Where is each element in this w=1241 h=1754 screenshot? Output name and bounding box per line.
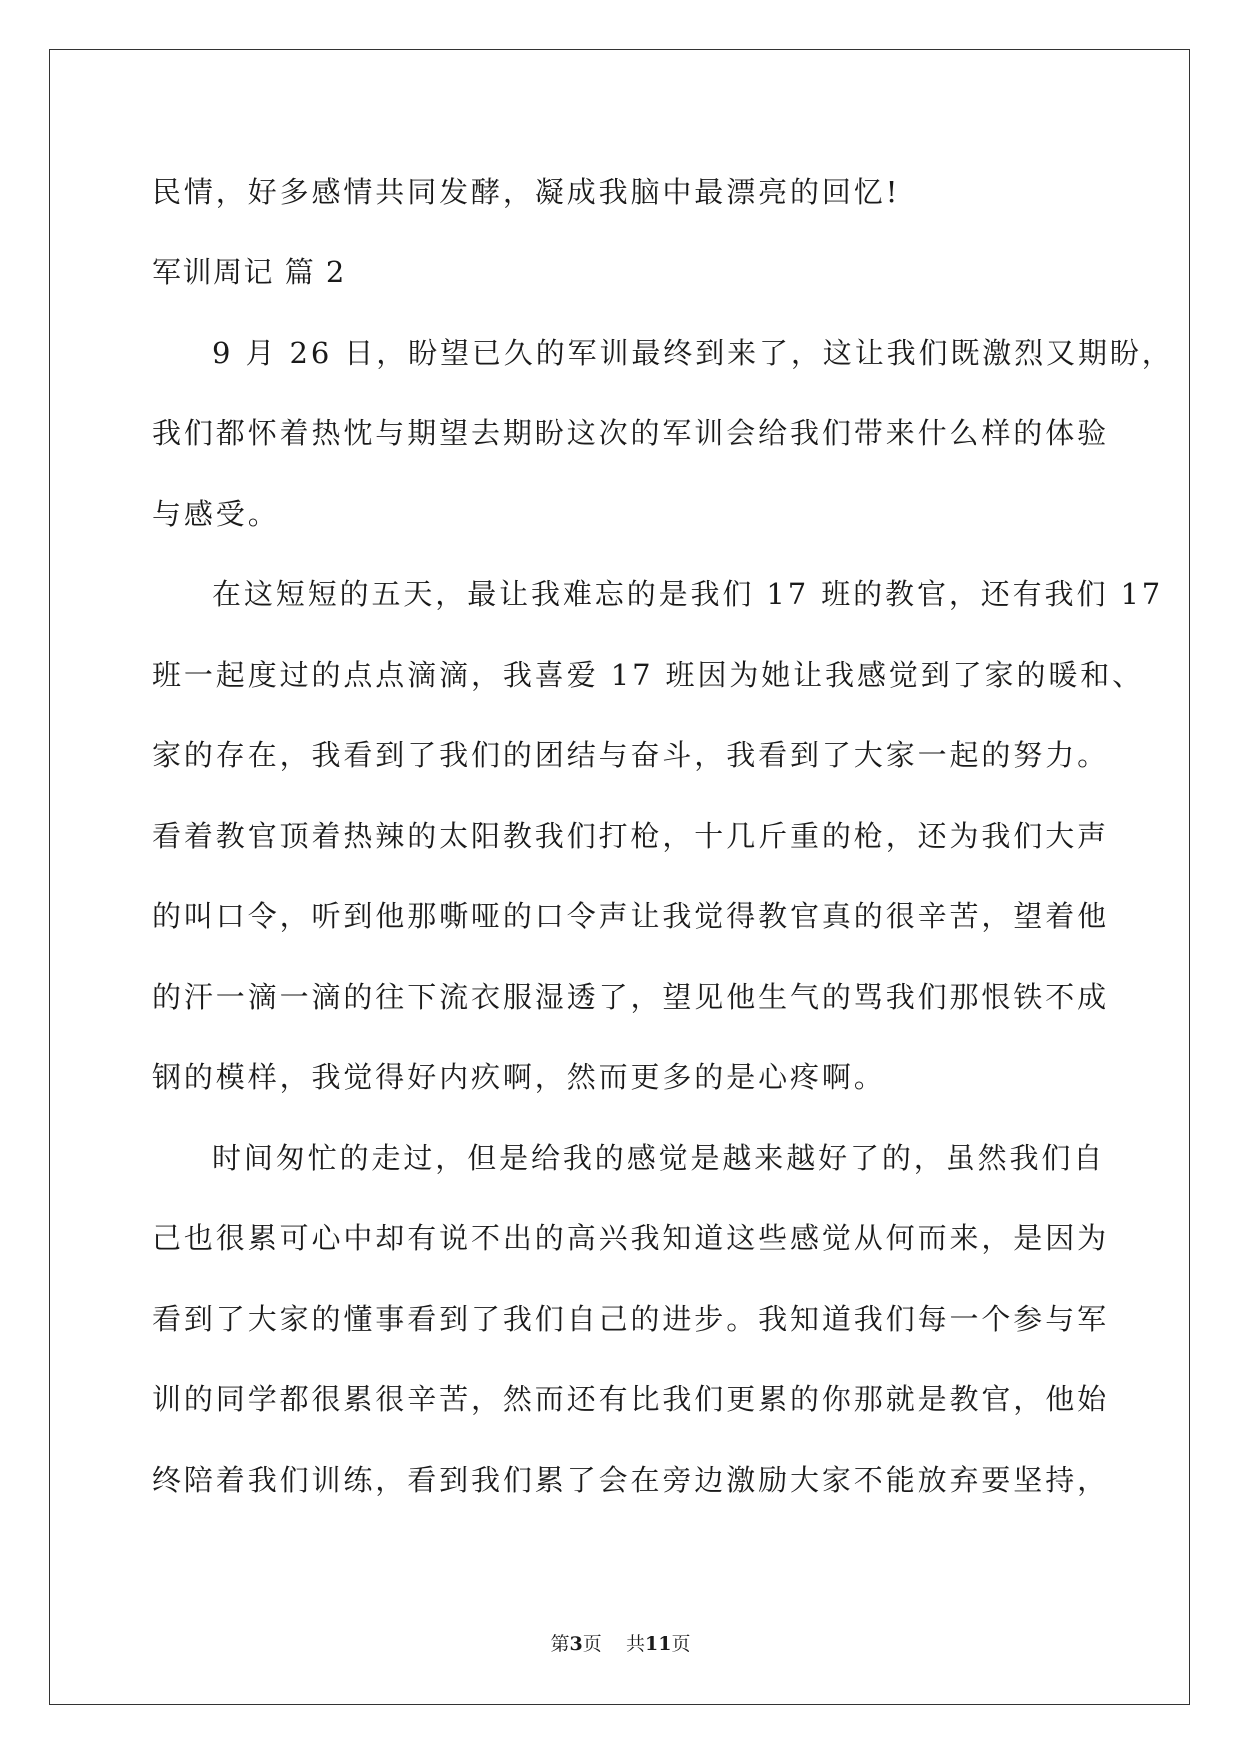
page-number-total: 11 xyxy=(644,1633,672,1655)
paragraph-line: 我们都怀着热忱与期望去期盼这次的军训会给我们带来什么样的体验 xyxy=(152,416,1110,450)
paragraph-line: 的汗一滴一滴的往下流衣服湿透了，望见他生气的骂我们那恨铁不成 xyxy=(152,980,1110,1014)
page-number-suffix: 页 xyxy=(582,1633,602,1655)
paragraph-line: 班一起度过的点点滴滴，我喜爱 17 班因为她让我感觉到了家的暖和、 xyxy=(152,658,1145,692)
paragraph-line: 9 月 26 日，盼望已久的军训最终到来了，这让我们既激烈又期盼， xyxy=(212,336,1174,370)
page-number-current: 3 xyxy=(569,1633,583,1655)
page-number-prefix: 第 xyxy=(550,1633,570,1655)
paragraph-line: 在这短短的五天，最让我难忘的是我们 17 班的教官，还有我们 17 xyxy=(212,577,1164,611)
paragraph-line: 家的存在，我看到了我们的团结与奋斗，我看到了大家一起的努力。 xyxy=(152,738,1110,772)
page-total-prefix: 共 xyxy=(625,1633,645,1655)
paragraph-line: 终陪着我们训练，看到我们累了会在旁边激励大家不能放弃要坚持， xyxy=(152,1463,1110,1497)
paragraph-line: 民情，好多感情共同发酵，凝成我脑中最漂亮的回忆! xyxy=(152,175,901,209)
paragraph-line: 看到了大家的懂事看到了我们自己的进步。我知道我们每一个参与军 xyxy=(152,1302,1110,1336)
page-footer xyxy=(0,1632,1241,1656)
paragraph-line: 时间匆忙的走过，但是给我的感觉是越来越好了的，虽然我们自 xyxy=(212,1141,1106,1175)
paragraph-line: 的叫口令，听到他那嘶哑的口令声让我觉得教官真的很辛苦，望着他 xyxy=(152,899,1110,933)
paragraph-line: 训的同学都很累很辛苦，然而还有比我们更累的你那就是教官，他始 xyxy=(152,1382,1110,1416)
page-border xyxy=(49,49,1190,1705)
section-heading: 军训周记 篇 2 xyxy=(152,255,346,289)
paragraph-line: 钢的模样，我觉得好内疚啊，然而更多的是心疼啊。 xyxy=(152,1060,886,1094)
paragraph-line: 与感受。 xyxy=(152,497,280,531)
page-total-suffix: 页 xyxy=(671,1633,691,1655)
paragraph-line: 看着教官顶着热辣的太阳教我们打枪，十几斤重的枪，还为我们大声 xyxy=(152,819,1110,853)
paragraph-line: 己也很累可心中却有说不出的高兴我知道这些感觉从何而来，是因为 xyxy=(152,1221,1110,1255)
